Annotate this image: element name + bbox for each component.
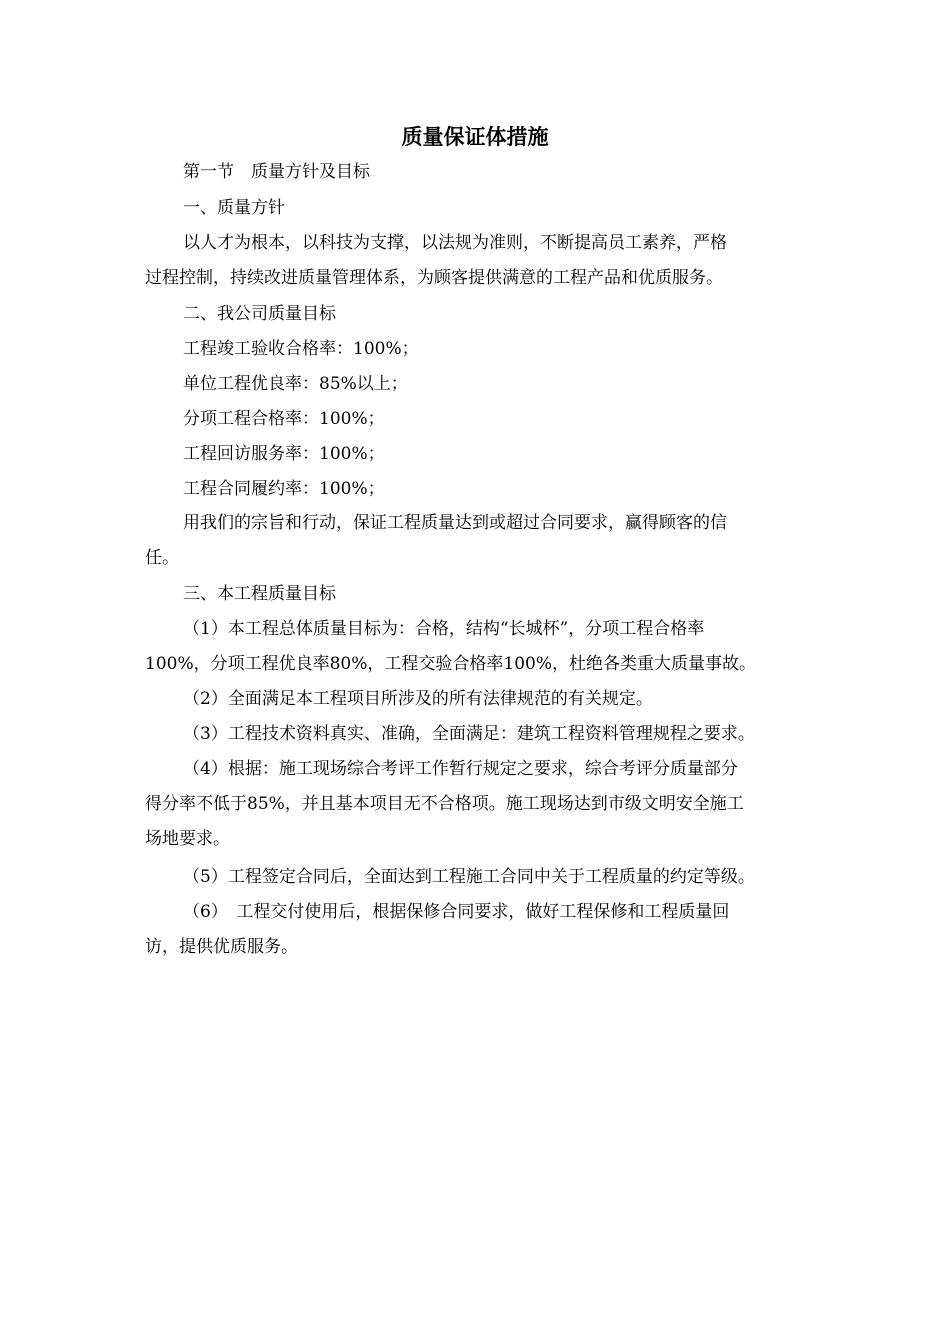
project-target-6-line-2: 访，提供优质服务。 xyxy=(145,937,298,957)
heading-project-targets: 三、本工程质量目标 xyxy=(183,584,336,604)
section-heading: 第一节 质量方针及目标 xyxy=(183,162,370,182)
target-item: 单位工程优良率：85%以上； xyxy=(183,374,408,394)
commitment-line-2: 任。 xyxy=(145,548,179,568)
target-item: 分项工程合格率：100%； xyxy=(183,409,385,429)
target-item: 工程回访服务率：100%； xyxy=(183,444,385,464)
project-target-2: （2）全面满足本工程项目所涉及的所有法律规范的有关规定。 xyxy=(183,689,653,709)
commitment-line-1: 用我们的宗旨和行动，保证工程质量达到或超过合同要求，赢得顾客的信 xyxy=(183,513,727,533)
heading-quality-policy: 一、质量方针 xyxy=(183,198,285,218)
target-item: 工程合同履约率：100%； xyxy=(183,479,385,499)
policy-text-line-1: 以人才为根本，以科技为支撑，以法规为准则，不断提高员工素养，严格 xyxy=(183,233,727,253)
project-target-4-line-2: 得分率不低于85%，并且基本项目无不合格项。施工现场达到市级文明安全施工 xyxy=(145,794,744,814)
project-target-1-line-2: 100%，分项工程优良率80%，工程交验合格率100%，杜绝各类重大质量事故。 xyxy=(145,654,756,674)
target-item: 工程竣工验收合格率：100%； xyxy=(183,339,419,359)
policy-text-line-2: 过程控制，持续改进质量管理体系，为顾客提供满意的工程产品和优质服务。 xyxy=(145,268,723,288)
project-target-6-line-1: （6） 工程交付使用后，根据保修合同要求，做好工程保修和工程质量回 xyxy=(183,902,730,922)
project-target-1-line-1: （1）本工程总体质量目标为：合格，结构“长城杯”，分项工程合格率 xyxy=(183,619,705,639)
project-target-3: （3）工程技术资料真实、准确，全面满足：建筑工程资料管理规程之要求。 xyxy=(183,724,755,744)
project-target-4-line-3: 场地要求。 xyxy=(145,829,230,849)
heading-company-targets: 二、我公司质量目标 xyxy=(183,304,336,324)
project-target-4-line-1: （4）根据：施工现场综合考评工作暂行规定之要求，综合考评分质量部分 xyxy=(183,759,738,779)
document-title: 质量保证体措施 xyxy=(401,125,549,149)
project-target-5: （5）工程签定合同后，全面达到工程施工合同中关于工程质量的约定等级。 xyxy=(183,867,755,887)
